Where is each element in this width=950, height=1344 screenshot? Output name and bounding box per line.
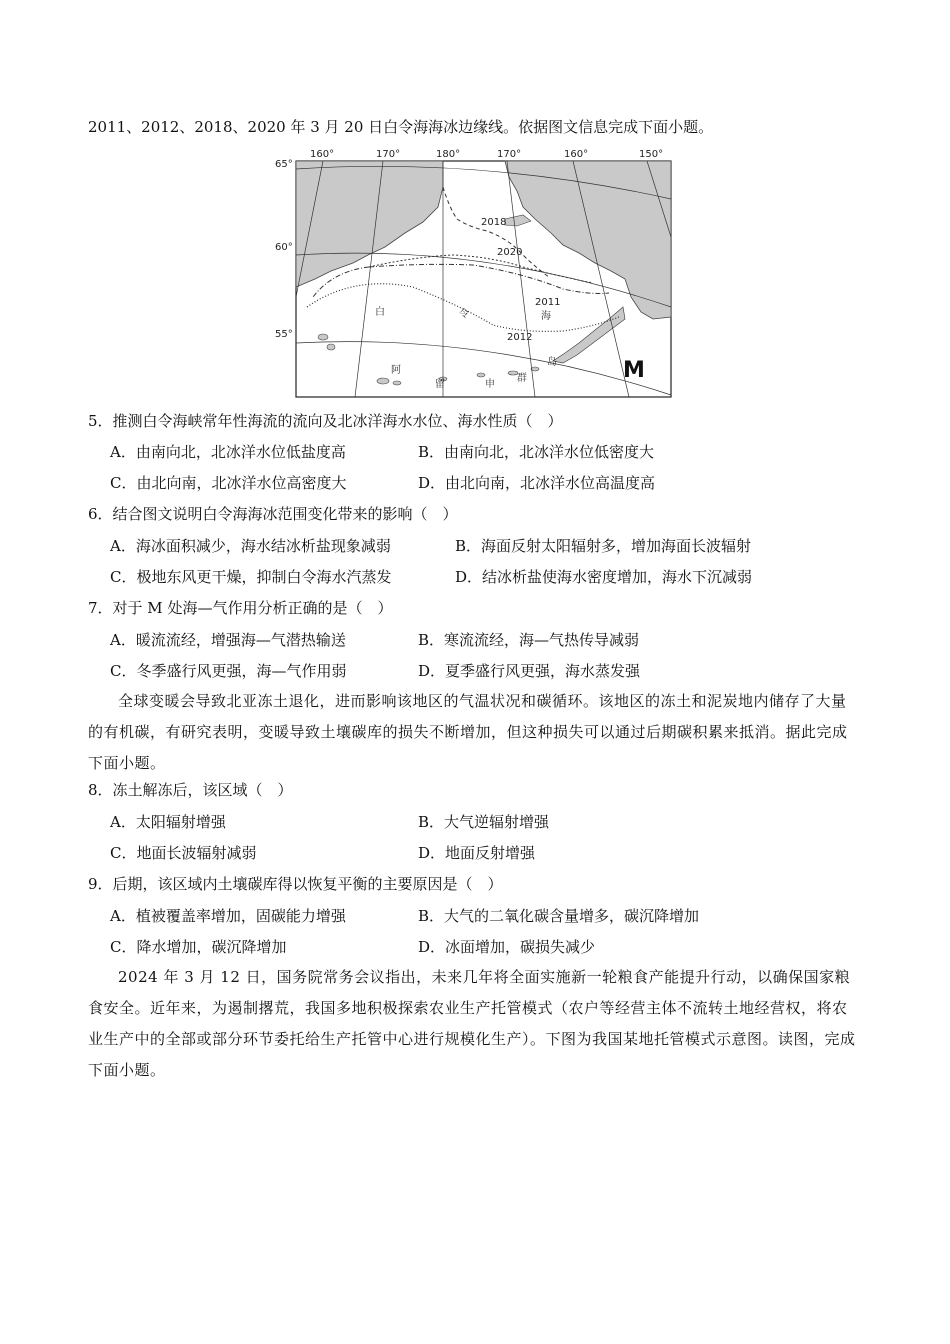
year-label: 2011 [535, 297, 561, 308]
question-5-stem: 5．推测白令海峡常年性海流的流向及北冰洋海水水位、海水性质（ ） [88, 412, 563, 430]
question-9-option-d[interactable]: D．冰面增加，碳损失减少 [418, 938, 596, 956]
sea-name-char: 白 [375, 307, 385, 318]
question-7-option-c[interactable]: C．冬季盛行风更强，海—气作用弱 [110, 662, 347, 680]
bering-sea-ice-map [273, 147, 673, 399]
question-6-option-b[interactable]: B．海面反射太阳辐射多，增加海面长波辐射 [455, 537, 752, 555]
sea-name-char: 海 [541, 311, 551, 322]
question-7-stem: 7．对于 M 处海—气作用分析正确的是（ ） [88, 599, 393, 617]
question-6-stem: 6．结合图文说明白令海海冰范围变化带来的影响（ ） [88, 505, 458, 523]
question-8-option-c[interactable]: C．地面长波辐射减弱 [110, 844, 257, 862]
lat-label: 65° [275, 159, 293, 170]
lon-label: 170° [497, 149, 522, 160]
question-7-option-a[interactable]: A．暖流流经，增强海—气潜热输送 [110, 631, 346, 649]
question-5-option-d[interactable]: D．由北向南，北冰洋水位高温度高 [418, 474, 656, 492]
island-name-char: 岛 [547, 357, 557, 368]
question-8-option-b[interactable]: B．大气逆辐射增强 [418, 813, 550, 831]
year-label: 2012 [507, 332, 533, 343]
lat-label: 60° [275, 242, 293, 253]
lon-label: 160° [564, 149, 589, 160]
year-label: 2020 [497, 247, 523, 258]
lon-label: 180° [436, 149, 461, 160]
question-6-option-a[interactable]: A．海冰面积减少，海水结冰析盐现象减弱 [110, 537, 391, 555]
question-6-option-c[interactable]: C．极地东风更干燥，抑制白令海水汽蒸发 [110, 568, 392, 586]
lat-label: 55° [275, 329, 293, 340]
question-5-option-c[interactable]: C．由北向南，北冰洋水位高密度大 [110, 474, 347, 492]
question-6-option-d[interactable]: D．结冰析盐使海水密度增加，海水下沉减弱 [455, 568, 753, 586]
sea-name-char: 令 [459, 309, 469, 320]
question-9-option-a[interactable]: A．植被覆盖率增加，固碳能力增强 [110, 907, 346, 925]
question-7-option-d[interactable]: D．夏季盛行风更强，海水蒸发强 [418, 662, 641, 680]
question-5-option-a[interactable]: A．由南向北，北冰洋水位低盐度高 [110, 443, 346, 461]
question-8-option-a[interactable]: A．太阳辐射增强 [110, 813, 226, 831]
lon-label: 160° [310, 149, 335, 160]
island-name-char: 群 [517, 373, 527, 384]
question-9-stem: 9．后期，该区域内土壤碳库得以恢复平衡的主要原因是（ ） [88, 875, 503, 893]
marker-m: M [623, 358, 645, 383]
year-label: 2018 [481, 217, 507, 228]
question-8-stem: 8．冻土解冻后，该区域（ ） [88, 781, 293, 799]
question-7-option-b[interactable]: B．寒流流经，海—气热传导减弱 [418, 631, 640, 649]
lon-label: 170° [376, 149, 401, 160]
island-name-char: 申 [485, 379, 495, 390]
island-name-char: 阿 [391, 365, 401, 376]
question-9-option-c[interactable]: C．降水增加，碳沉降增加 [110, 938, 287, 956]
question-8-option-d[interactable]: D．地面反射增强 [418, 844, 536, 862]
intro-text: 2011、2012、2018、2020 年 3 月 20 日白令海海冰边缘线。依据图文信息完成下面小题。 [88, 118, 714, 136]
island-name-char: 留 [435, 379, 445, 390]
lon-label: 150° [639, 149, 664, 160]
question-5-option-b[interactable]: B．由南向北，北冰洋水位低密度大 [418, 443, 655, 461]
question-9-option-b[interactable]: B．大气的二氧化碳含量增多，碳沉降增加 [418, 907, 700, 925]
passage-grain-security: 2024 年 3 月 12 日，国务院常务会议指出，未来几年将全面实施新一轮粮食产能提升行动，以确保国家粮食安全。近年来，为遏制撂荒，我国多地积极探索农业生产托管模式（农户等经营主体不流转土地经营权，将农业生产中的全部或部分环节委托给生产托管中心进行规模化生产）。下图为我国某地托管模式示意图。读图，完成下面小题。 [88, 968, 856, 1079]
passage-permafrost: 全球变暖会导致北亚冻土退化，进而影响该地区的气温状况和碳循环。该地区的冻土和泥炭地内储存了大量的有机碳，有研究表明，变暖导致土壤碳库的损失不断增加，但这种损失可以通过后期碳积累来抵消。据此完成下面小题。 [88, 692, 848, 772]
